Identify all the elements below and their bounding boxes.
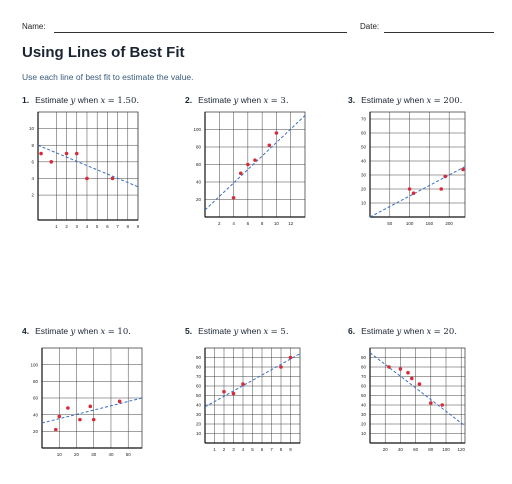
x-tick-label: 3 xyxy=(232,447,235,452)
x-tick-label: 40 xyxy=(108,452,114,457)
y-tick-label: 40 xyxy=(195,179,201,185)
x-tick-label: 100 xyxy=(442,447,450,452)
data-point xyxy=(241,382,245,386)
question-1 xyxy=(22,95,139,106)
data-point xyxy=(39,152,43,156)
x-tick-label: 1 xyxy=(213,447,216,452)
scatter-plot-3 xyxy=(358,106,471,231)
y-tick-label: 60 xyxy=(195,383,201,389)
question-when: when xyxy=(403,95,425,105)
y-tick-label: 40 xyxy=(32,412,38,418)
instructions: Use each line of best fit to estimate the value. xyxy=(22,72,194,82)
x-tick-label: 50 xyxy=(125,452,131,457)
x-tick-label: 40 xyxy=(397,447,403,452)
question-verb: Estimate xyxy=(198,326,232,336)
x-tick-label: 6 xyxy=(106,224,109,229)
y-tick-label: 60 xyxy=(195,162,201,168)
data-point xyxy=(232,196,236,200)
y-tick-label: 100 xyxy=(30,362,38,368)
y-tick-label: 80 xyxy=(32,378,38,384)
question-cond-var: x xyxy=(426,96,432,106)
data-point xyxy=(66,406,70,410)
x-tick-label: 120 xyxy=(457,447,465,452)
x-tick-label: 10 xyxy=(273,221,279,226)
x-tick-label: 2 xyxy=(222,447,226,452)
name-field[interactable] xyxy=(54,32,347,33)
x-tick-label: 8 xyxy=(279,447,283,452)
x-tick-label: 2 xyxy=(218,221,221,226)
question-number: 2. xyxy=(185,95,193,105)
y-tick-label: 70 xyxy=(360,116,366,122)
x-tick-label: 20 xyxy=(73,452,79,457)
y-tick-label: 10 xyxy=(360,431,366,437)
x-tick-label: 9 xyxy=(289,447,292,452)
scatter-plot-5 xyxy=(195,340,306,457)
scatter-plot-2 xyxy=(195,106,311,231)
x-tick-label: 8 xyxy=(260,221,264,226)
x-tick-label: 1 xyxy=(55,224,58,229)
question-cond-var: x xyxy=(263,327,269,337)
question-when: when xyxy=(77,95,99,105)
question-5 xyxy=(185,326,289,337)
x-tick-label: 6 xyxy=(260,447,264,452)
x-tick-label: 4 xyxy=(232,221,235,226)
data-point xyxy=(412,191,416,195)
x-tick-label: 2 xyxy=(65,224,68,229)
data-point xyxy=(49,160,53,164)
question-number: 5. xyxy=(185,326,193,336)
x-tick-label: 7 xyxy=(116,224,119,229)
question-cond-val: = 20. xyxy=(433,327,457,337)
date-field[interactable] xyxy=(384,32,494,33)
data-point xyxy=(92,418,96,422)
y-tick-label: 20 xyxy=(360,186,366,192)
y-tick-label: 70 xyxy=(195,374,201,380)
x-tick-label: 60 xyxy=(413,447,419,452)
data-point xyxy=(232,392,236,396)
x-tick-label: 4 xyxy=(85,224,89,229)
data-point xyxy=(429,401,433,405)
x-tick-label: 6 xyxy=(246,221,250,226)
question-cond-var: x xyxy=(100,96,106,106)
scatter-plot-4 xyxy=(28,340,148,462)
best-fit-line xyxy=(38,145,138,187)
question-cond-var: x xyxy=(426,327,432,337)
question-var: y xyxy=(233,327,239,337)
question-number: 6. xyxy=(348,326,356,336)
y-tick-label: 50 xyxy=(195,393,201,399)
question-when: when xyxy=(240,326,262,336)
question-when: when xyxy=(240,95,262,105)
question-var: y xyxy=(396,96,402,106)
x-tick-label: 80 xyxy=(428,447,434,452)
date-label: Date: xyxy=(360,22,380,31)
y-tick-label: 80 xyxy=(360,364,366,370)
best-fit-line xyxy=(370,167,465,217)
x-tick-label: 12 xyxy=(288,221,294,226)
y-tick-label: 80 xyxy=(195,144,201,150)
data-point xyxy=(54,428,58,432)
y-tick-label: 6 xyxy=(31,159,34,165)
y-tick-label: 2 xyxy=(31,192,34,198)
data-point xyxy=(78,418,82,422)
data-point xyxy=(439,187,443,191)
question-2 xyxy=(185,95,289,106)
question-verb: Estimate xyxy=(198,95,232,105)
y-tick-label: 20 xyxy=(195,421,201,427)
x-tick-label: 5 xyxy=(251,447,254,452)
data-point xyxy=(399,367,403,371)
y-tick-label: 20 xyxy=(195,197,201,203)
data-point xyxy=(408,187,412,191)
question-cond-var: x xyxy=(100,327,106,337)
y-tick-label: 60 xyxy=(32,395,38,401)
data-point xyxy=(118,400,122,404)
plot-frame xyxy=(370,112,465,217)
question-cond-var: x xyxy=(263,96,269,106)
question-var: y xyxy=(70,327,76,337)
x-tick-label: 20 xyxy=(382,447,388,452)
x-tick-label: 7 xyxy=(270,447,273,452)
x-tick-label: 5 xyxy=(95,224,99,229)
y-tick-label: 10 xyxy=(195,431,201,437)
question-when: when xyxy=(77,326,99,336)
y-tick-label: 90 xyxy=(360,355,366,361)
question-6 xyxy=(348,326,457,337)
question-cond-val: = 200. xyxy=(433,96,463,106)
x-tick-label: 9 xyxy=(136,224,140,229)
question-number: 4. xyxy=(22,326,30,336)
y-tick-label: 30 xyxy=(360,172,366,178)
data-point xyxy=(85,177,89,181)
question-number: 1. xyxy=(22,95,30,105)
y-tick-label: 8 xyxy=(31,142,34,148)
y-tick-label: 60 xyxy=(360,383,366,389)
y-tick-label: 30 xyxy=(195,412,201,418)
data-point xyxy=(443,175,447,179)
y-tick-label: 30 xyxy=(360,412,366,418)
y-tick-label: 100 xyxy=(193,127,201,133)
data-point xyxy=(461,168,465,172)
y-tick-label: 20 xyxy=(360,421,366,427)
question-number: 3. xyxy=(348,95,356,105)
question-3 xyxy=(348,95,462,106)
question-cond-val: = 1.50. xyxy=(107,96,140,106)
question-verb: Estimate xyxy=(35,326,69,336)
scatter-plot-1 xyxy=(28,106,144,234)
question-var: y xyxy=(396,327,402,337)
data-point xyxy=(222,390,226,394)
y-tick-label: 90 xyxy=(195,355,201,361)
question-cond-val: = 3. xyxy=(270,96,289,106)
scatter-plot-6 xyxy=(358,340,471,457)
x-tick-label: 10 xyxy=(56,452,62,457)
y-tick-label: 20 xyxy=(32,428,38,434)
question-cond-val: = 5. xyxy=(270,327,289,337)
y-tick-label: 40 xyxy=(360,402,366,408)
data-point xyxy=(387,365,391,369)
y-tick-label: 80 xyxy=(195,364,201,370)
x-tick-label: 30 xyxy=(91,452,97,457)
x-tick-label: 4 xyxy=(241,447,245,452)
x-tick-label: 50 xyxy=(387,221,393,226)
y-tick-label: 10 xyxy=(360,200,366,206)
data-point xyxy=(57,415,61,419)
data-point xyxy=(267,143,271,147)
y-tick-label: 70 xyxy=(360,374,366,380)
y-tick-label: 50 xyxy=(360,144,366,150)
y-tick-label: 60 xyxy=(360,130,366,136)
y-tick-label: 40 xyxy=(195,402,201,408)
data-point xyxy=(239,171,243,175)
data-point xyxy=(88,405,92,409)
data-point xyxy=(279,365,283,369)
x-tick-label: 200 xyxy=(445,221,453,226)
x-tick-label: 100 xyxy=(405,221,414,226)
data-point xyxy=(111,177,115,181)
y-tick-label: 40 xyxy=(360,158,366,164)
question-when: when xyxy=(403,326,425,336)
data-point xyxy=(75,152,79,156)
data-point xyxy=(65,152,69,156)
x-tick-label: 150 xyxy=(425,221,434,226)
data-point xyxy=(406,371,410,375)
data-point xyxy=(275,131,279,135)
y-tick-label: 4 xyxy=(31,176,34,182)
y-tick-label: 50 xyxy=(360,393,366,399)
question-cond-val: = 10. xyxy=(107,327,131,337)
best-fit-line xyxy=(370,353,465,426)
x-tick-label: 3 xyxy=(75,224,79,229)
question-var: y xyxy=(233,96,239,106)
name-label: Name: xyxy=(22,22,46,31)
data-point xyxy=(418,382,422,386)
x-tick-label: 8 xyxy=(126,224,130,229)
data-point xyxy=(253,158,257,162)
data-point xyxy=(440,403,444,407)
question-4 xyxy=(22,326,131,337)
page-title: Using Lines of Best Fit xyxy=(22,44,185,61)
question-verb: Estimate xyxy=(361,95,395,105)
data-point xyxy=(289,356,293,360)
data-point xyxy=(410,377,414,381)
question-var: y xyxy=(70,96,76,106)
question-verb: Estimate xyxy=(361,326,395,336)
data-point xyxy=(246,163,250,167)
y-tick-label: 10 xyxy=(28,126,34,132)
question-verb: Estimate xyxy=(35,95,69,105)
